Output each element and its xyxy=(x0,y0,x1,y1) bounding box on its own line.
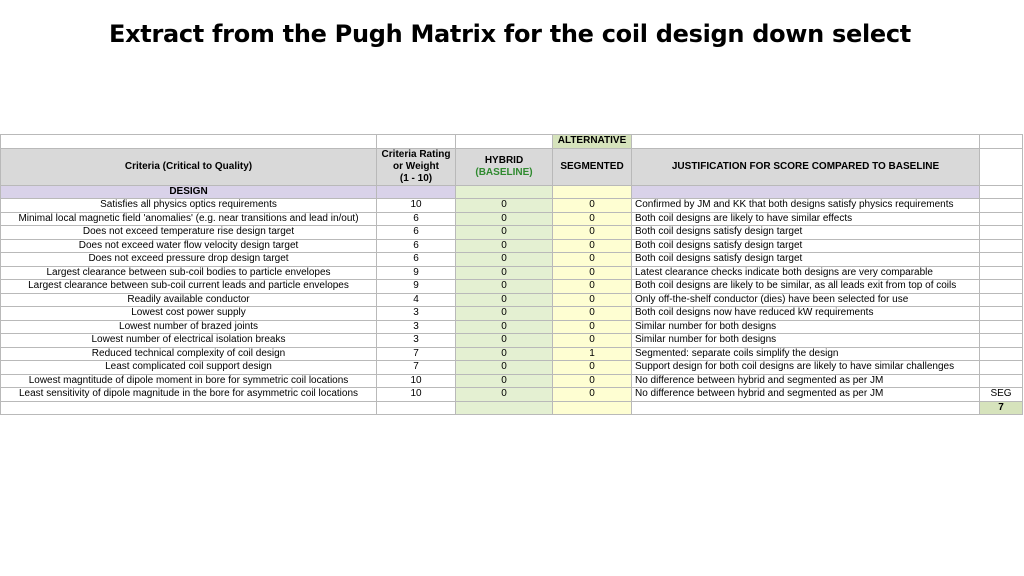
weight-cell: 6 xyxy=(377,226,456,240)
segmented-score-cell: 0 xyxy=(553,266,632,280)
segmented-score-cell: 0 xyxy=(553,212,632,226)
justification-cell: Support design for both coil designs are likely to have similar challenges xyxy=(632,361,980,375)
segmented-score-cell: 0 xyxy=(553,253,632,267)
justification-cell: No difference between hybrid and segmented as per JM xyxy=(632,374,980,388)
justification-cell: Similar number for both designs xyxy=(632,320,980,334)
baseline-label: (BASELINE) xyxy=(475,166,533,178)
segmented-header: SEGMENTED xyxy=(553,148,632,185)
criteria-cell: Lowest number of electrical isolation breaks xyxy=(1,334,377,348)
justification-header: JUSTIFICATION FOR SCORE COMPARED TO BASELINE xyxy=(632,148,980,185)
table-row xyxy=(1,226,1023,240)
criteria-cell: Largest clearance between sub-coil bodies to particle envelopes xyxy=(1,266,377,280)
criteria-rows xyxy=(1,199,1023,402)
weight-cell: 3 xyxy=(377,320,456,334)
page-title: Extract from the Pugh Matrix for the coil design down select xyxy=(109,20,911,48)
alternative-label: ALTERNATIVE xyxy=(553,135,632,149)
weight-header-line2: or Weight xyxy=(393,160,439,172)
hybrid-score-cell: 0 xyxy=(456,199,553,213)
table-row xyxy=(1,253,1023,267)
criteria-cell: Lowest magntitude of dipole moment in bore for symmetric coil locations xyxy=(1,374,377,388)
hybrid-score-cell: 0 xyxy=(456,226,553,240)
criteria-cell: Least sensitivity of dipole magnitude in the bore for asymmetric coil locations xyxy=(1,388,377,402)
justification-cell: Both coil designs satisfy design target xyxy=(632,253,980,267)
section-label: DESIGN xyxy=(1,185,377,199)
segmented-score-cell: 0 xyxy=(553,239,632,253)
segmented-score-cell: 0 xyxy=(553,361,632,375)
weight-cell: 9 xyxy=(377,280,456,294)
hybrid-label: HYBRID xyxy=(484,154,524,166)
table-row xyxy=(1,280,1023,294)
criteria-cell: Largest clearance between sub-coil current leads and particle envelopes xyxy=(1,280,377,294)
table-row xyxy=(1,293,1023,307)
total-score: 7 xyxy=(980,401,1023,415)
segmented-score-cell: 0 xyxy=(553,320,632,334)
pugh-matrix-table xyxy=(0,134,1023,415)
segmented-score-cell: 0 xyxy=(553,293,632,307)
hybrid-score-cell: 0 xyxy=(456,320,553,334)
segmented-score-cell: 0 xyxy=(553,388,632,402)
column-header-row xyxy=(1,148,1023,185)
table-row xyxy=(1,307,1023,321)
weight-cell: 3 xyxy=(377,334,456,348)
weight-cell: 10 xyxy=(377,199,456,213)
weight-cell: 3 xyxy=(377,307,456,321)
weight-cell: 6 xyxy=(377,239,456,253)
criteria-cell: Does not exceed pressure drop design target xyxy=(1,253,377,267)
hybrid-score-cell: 0 xyxy=(456,388,553,402)
weight-cell: 6 xyxy=(377,212,456,226)
hybrid-score-cell: 0 xyxy=(456,212,553,226)
table-row xyxy=(1,320,1023,334)
criteria-cell: Lowest cost power supply xyxy=(1,307,377,321)
justification-cell: Both coil designs are likely to be similar, as all leads exit from top of coils xyxy=(632,280,980,294)
hybrid-score-cell: 0 xyxy=(456,361,553,375)
justification-cell: Similar number for both designs xyxy=(632,334,980,348)
justification-cell: Both coil designs satisfy design target xyxy=(632,226,980,240)
weight-cell: 7 xyxy=(377,361,456,375)
hybrid-header xyxy=(456,148,553,185)
hybrid-score-cell: 0 xyxy=(456,293,553,307)
segmented-score-cell: 1 xyxy=(553,347,632,361)
table-row xyxy=(1,239,1023,253)
criteria-cell: Lowest number of brazed joints xyxy=(1,320,377,334)
table-row xyxy=(1,388,1023,402)
table-row xyxy=(1,266,1023,280)
justification-cell: No difference between hybrid and segmented as per JM xyxy=(632,388,980,402)
weight-cell: 10 xyxy=(377,388,456,402)
hybrid-score-cell: 0 xyxy=(456,253,553,267)
table-row xyxy=(1,199,1023,213)
hybrid-score-cell: 0 xyxy=(456,307,553,321)
weight-cell: 9 xyxy=(377,266,456,280)
total-row xyxy=(1,401,1023,415)
hybrid-score-cell: 0 xyxy=(456,266,553,280)
weight-cell: 10 xyxy=(377,374,456,388)
segmented-score-cell: 0 xyxy=(553,307,632,321)
weight-header-line3: (1 - 10) xyxy=(399,172,433,184)
weight-cell: 7 xyxy=(377,347,456,361)
segmented-score-cell: 0 xyxy=(553,374,632,388)
justification-cell: Segmented: separate coils simplify the design xyxy=(632,347,980,361)
table-row xyxy=(1,347,1023,361)
total-label: SEG xyxy=(980,388,1023,402)
table-row xyxy=(1,334,1023,348)
criteria-cell: Reduced technical complexity of coil design xyxy=(1,347,377,361)
justification-cell: Confirmed by JM and KK that both designs satisfy physics requirements xyxy=(632,199,980,213)
criteria-header: Criteria (Critical to Quality) xyxy=(1,148,377,185)
justification-cell: Both coil designs satisfy design target xyxy=(632,239,980,253)
alternative-header-row xyxy=(1,135,1023,149)
justification-cell: Both coil designs now have reduced kW requirements xyxy=(632,307,980,321)
weight-cell: 4 xyxy=(377,293,456,307)
justification-cell: Latest clearance checks indicate both designs are very comparable xyxy=(632,266,980,280)
weight-header-line1: Criteria Rating xyxy=(381,148,451,160)
weight-cell: 6 xyxy=(377,253,456,267)
segmented-score-cell: 0 xyxy=(553,226,632,240)
criteria-cell: Readily available conductor xyxy=(1,293,377,307)
segmented-score-cell: 0 xyxy=(553,334,632,348)
criteria-cell: Minimal local magnetic field 'anomalies' (e.g. near transitions and lead in/out) xyxy=(1,212,377,226)
criteria-cell: Satisfies all physics optics requirements xyxy=(1,199,377,213)
segmented-score-cell: 0 xyxy=(553,280,632,294)
section-row-design xyxy=(1,185,1023,199)
table-row xyxy=(1,212,1023,226)
criteria-cell: Does not exceed water flow velocity design target xyxy=(1,239,377,253)
justification-cell: Both coil designs are likely to have similar effects xyxy=(632,212,980,226)
segmented-score-cell: 0 xyxy=(553,199,632,213)
hybrid-score-cell: 0 xyxy=(456,280,553,294)
hybrid-score-cell: 0 xyxy=(456,374,553,388)
criteria-cell: Least complicated coil support design xyxy=(1,361,377,375)
hybrid-score-cell: 0 xyxy=(456,334,553,348)
justification-cell: Only off-the-shelf conductor (dies) have been selected for use xyxy=(632,293,980,307)
criteria-cell: Does not exceed temperature rise design target xyxy=(1,226,377,240)
weight-header xyxy=(377,148,456,185)
hybrid-score-cell: 0 xyxy=(456,347,553,361)
hybrid-score-cell: 0 xyxy=(456,239,553,253)
table-row xyxy=(1,361,1023,375)
table-row xyxy=(1,374,1023,388)
